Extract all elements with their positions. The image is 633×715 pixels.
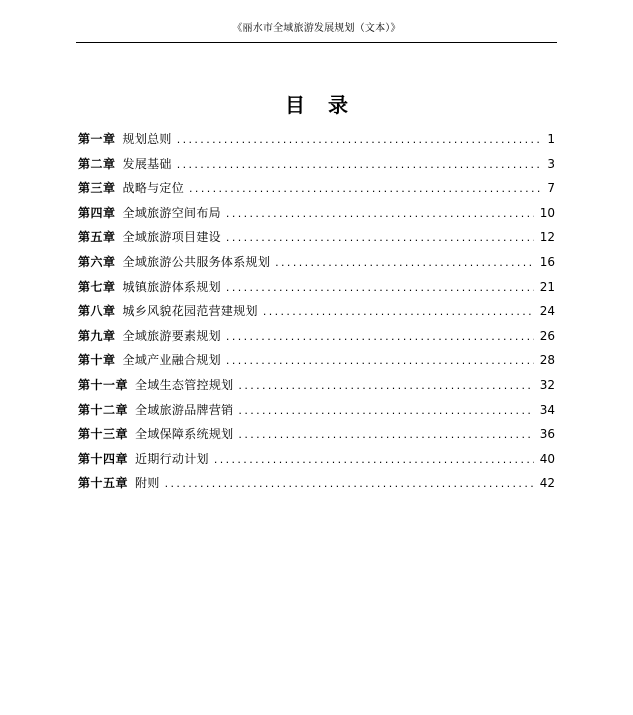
page-number: 12	[539, 230, 555, 245]
chapter-title: 附则	[135, 476, 160, 491]
header-divider	[76, 42, 557, 43]
toc-entry-chapter-2[interactable]	[78, 152, 555, 177]
chapter-title: 全域生态管控规划	[135, 377, 234, 392]
running-header: 《丽水市全域旅游发展规划（文本）》	[232, 23, 401, 34]
dot-leader	[165, 472, 534, 497]
chapter-title: 全域产业融合规划	[122, 353, 221, 368]
chapter-number: 第十一章	[78, 377, 129, 392]
toc-entry-chapter-4[interactable]	[78, 201, 555, 226]
dot-leader	[238, 423, 533, 448]
chapter-number: 第九章	[78, 328, 116, 343]
chapter-title: 全域旅游公共服务体系规划	[122, 254, 271, 269]
toc-entry-chapter-1[interactable]	[78, 127, 555, 152]
toc-entry-chapter-11[interactable]	[78, 373, 555, 398]
page-number: 24	[539, 304, 555, 319]
chapter-number: 第四章	[78, 205, 116, 220]
toc-entry-chapter-10[interactable]	[78, 348, 555, 373]
chapter-number: 第三章	[78, 181, 116, 196]
page-number: 42	[539, 476, 555, 491]
page-number: 1	[547, 132, 555, 146]
toc-entry-chapter-9[interactable]	[78, 324, 555, 349]
dot-leader	[214, 448, 534, 473]
chapter-number: 第五章	[78, 230, 116, 245]
toc-entry-chapter-3[interactable]	[78, 176, 555, 201]
page-number: 28	[539, 353, 555, 368]
page-number: 26	[539, 328, 555, 343]
chapter-number: 第十三章	[78, 427, 129, 442]
page-number: 7	[547, 181, 555, 196]
toc-title: 目 录	[285, 93, 356, 117]
dot-leader	[177, 128, 541, 153]
chapter-title: 城镇旅游体系规划	[122, 279, 221, 294]
chapter-title: 发展基础	[122, 156, 172, 171]
chapter-title: 城乡风貌花园范营建规划	[122, 304, 258, 319]
dot-leader	[226, 276, 534, 301]
chapter-title: 规划总则	[122, 132, 172, 146]
page-number: 34	[539, 402, 555, 417]
dot-leader	[177, 153, 541, 178]
page-number: 16	[539, 254, 555, 269]
page-number: 32	[539, 377, 555, 392]
dot-leader	[275, 251, 534, 276]
table-of-contents	[78, 127, 555, 496]
chapter-number: 第一章	[78, 132, 116, 146]
dot-leader	[238, 374, 533, 399]
chapter-title: 近期行动计划	[135, 451, 209, 466]
toc-entry-chapter-7[interactable]	[78, 275, 555, 300]
toc-entry-chapter-14[interactable]	[78, 447, 555, 472]
chapter-number: 第二章	[78, 156, 116, 171]
chapter-number: 第十五章	[78, 476, 129, 491]
page-number: 36	[539, 427, 555, 442]
toc-entry-chapter-13[interactable]	[78, 422, 555, 447]
page-number: 21	[539, 279, 555, 294]
chapter-title: 全域旅游品牌营销	[135, 402, 234, 417]
dot-leader	[226, 226, 534, 251]
chapter-number: 第十章	[78, 353, 116, 368]
chapter-title: 全域旅游空间布局	[122, 205, 221, 220]
dot-leader	[226, 325, 534, 350]
page-number: 10	[539, 205, 555, 220]
chapter-title: 全域保障系统规划	[135, 427, 234, 442]
dot-leader	[238, 399, 533, 424]
chapter-number: 第六章	[78, 254, 116, 269]
chapter-number: 第十四章	[78, 451, 129, 466]
dot-leader	[263, 300, 534, 325]
toc-entry-chapter-12[interactable]	[78, 398, 555, 423]
toc-entry-chapter-6[interactable]	[78, 250, 555, 275]
toc-entry-chapter-15[interactable]	[78, 471, 555, 496]
page-number: 40	[539, 451, 555, 466]
chapter-number: 第十二章	[78, 402, 129, 417]
dot-leader	[226, 202, 534, 227]
chapter-title: 全域旅游项目建设	[122, 230, 221, 245]
chapter-number: 第七章	[78, 279, 116, 294]
page-number: 3	[547, 156, 555, 171]
chapter-number: 第八章	[78, 304, 116, 319]
chapter-title: 战略与定位	[122, 181, 185, 196]
chapter-title: 全域旅游要素规划	[122, 328, 221, 343]
toc-entry-chapter-8[interactable]	[78, 299, 555, 324]
dot-leader	[226, 349, 534, 374]
toc-entry-chapter-5[interactable]	[78, 225, 555, 250]
dot-leader	[189, 177, 541, 202]
